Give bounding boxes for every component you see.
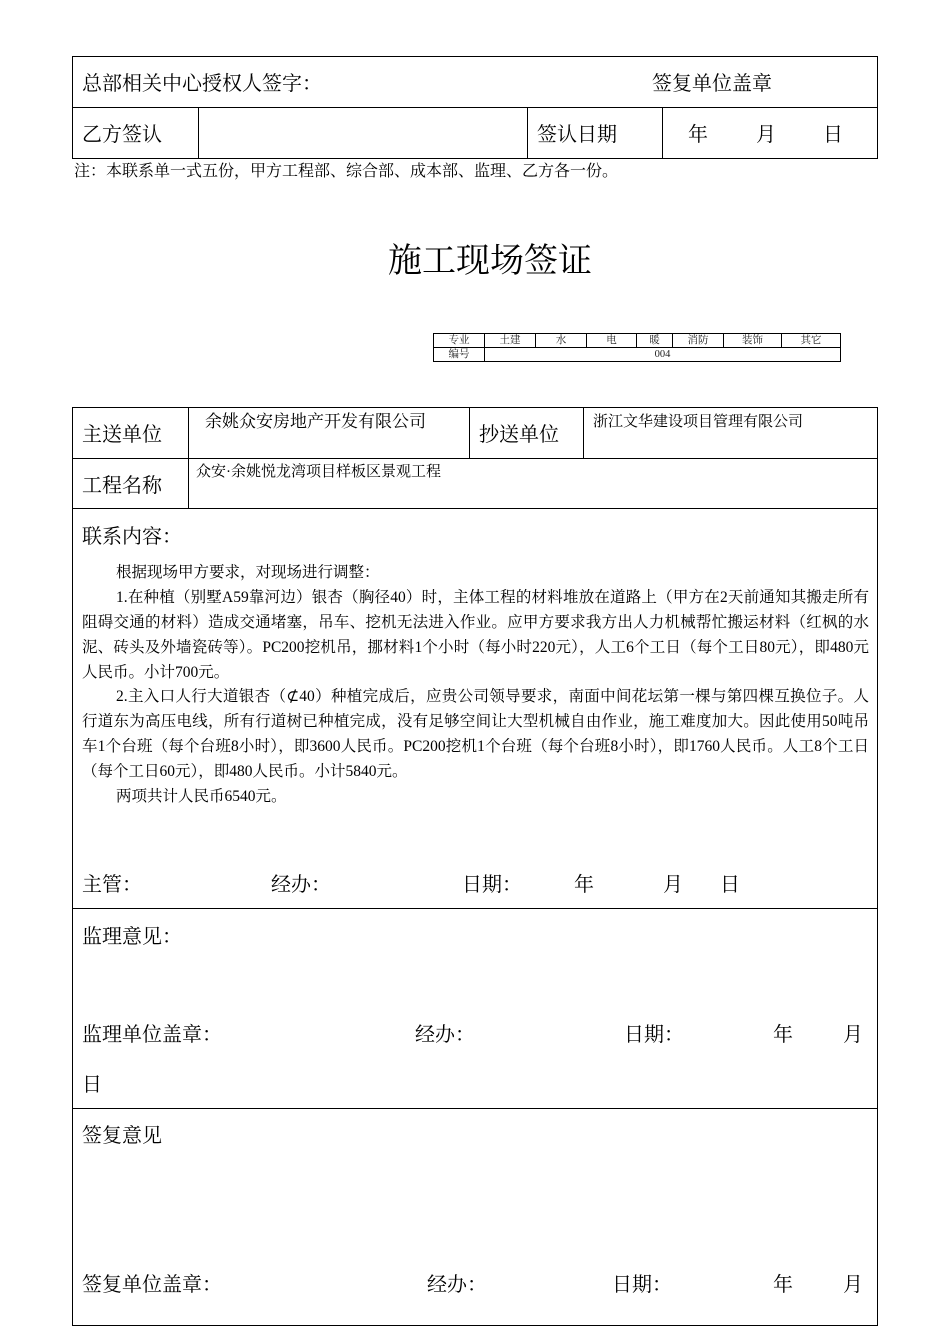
specialty-water: 水 — [536, 334, 587, 348]
supervision-handler-label: 经办： — [415, 1024, 475, 1046]
hq-signature-label: 总部相关中心授权人签字： — [82, 73, 322, 95]
contact-intro: 根据现场甲方要求，对现场进行调整： — [116, 564, 380, 581]
page-title: 施工现场签证 — [388, 241, 592, 281]
year-label: 年 — [688, 124, 708, 146]
supervision-date-year: 年 — [773, 1024, 793, 1046]
date-month: 月 — [663, 874, 683, 896]
handler-label: 经办： — [271, 874, 331, 896]
distribution-note: 注：本联系单一式五份，甲方工程部、综合部、成本部、监理、乙方各一份。 — [74, 163, 619, 180]
supervision-date-label: 日期： — [624, 1024, 684, 1046]
reply-date-year: 年 — [773, 1274, 793, 1296]
supervision-date-day: 日 — [82, 1074, 102, 1096]
send-unit-value: 余姚众安房地产开发有限公司 — [205, 412, 426, 431]
party-b-label: 乙方签认 — [82, 124, 162, 146]
reply-date-label: 日期： — [612, 1274, 672, 1296]
specialty-decoration: 装饰 — [724, 334, 782, 348]
reply-handler-label: 经办： — [427, 1274, 487, 1296]
reply-stamp-bottom-label: 签复单位盖章： — [82, 1274, 222, 1296]
number-label: 编号 — [434, 348, 485, 362]
reply-stamp-label: 签复单位盖章 — [652, 73, 772, 95]
date-year: 年 — [574, 874, 594, 896]
cc-unit-label: 抄送单位 — [479, 424, 559, 446]
cc-unit-value: 浙江文华建设项目管理有限公司 — [593, 414, 804, 430]
project-name-label: 工程名称 — [82, 475, 162, 497]
sign-date-label: 签认日期 — [537, 124, 617, 146]
number-value: 004 — [485, 348, 841, 362]
project-name-value: 众安·余姚悦龙湾项目样板区景观工程 — [196, 464, 441, 480]
supervision-opinion-label: 监理意见： — [82, 926, 182, 948]
contact-total: 两项共计人民币6540元。 — [116, 788, 287, 805]
reply-opinion-label: 签复意见 — [82, 1125, 162, 1147]
specialty-heating: 暖 — [637, 334, 673, 348]
supervisor-label: 主管： — [82, 874, 142, 896]
date-day: 日 — [720, 874, 740, 896]
contact-item-1: 1.在种植（别墅A59靠河边）银杏（胸径40）时，主体工程的材料堆放在道路上（甲方在2天前通知其搬走所有阻碍交通的材料）造成交通堵塞，吊车、挖机无法进入作业。应甲方要求我方出人力机械帮忙搬运材料（红枫的水泥、砖头及外墙瓷砖等）。PC200挖机吊，挪材料1个小时（每小时220元），人工6个工日（每个工日80元），即480元人民币。小计700元。 — [82, 589, 869, 681]
reply-date-month: 月 — [843, 1274, 863, 1296]
specialty-electric: 电 — [587, 334, 637, 348]
specialty-label: 专业 — [434, 334, 485, 348]
contact-content-label: 联系内容： — [82, 526, 182, 548]
day-label: 日 — [823, 124, 843, 146]
month-label: 月 — [756, 124, 776, 146]
supervision-stamp-label: 监理单位盖章： — [82, 1024, 222, 1046]
supervision-date-month: 月 — [843, 1024, 863, 1046]
send-unit-label: 主送单位 — [82, 424, 162, 446]
contact-item-2: 2.主入口人行大道银杏（⊄40）种植完成后，应贵公司领导要求，南面中间花坛第一棵与第四棵互换位子。人行道东为高压电线，所有行道树已种植完成，没有足够空间让大型机械自由作业，施工难度加大。因此使用50吨吊车1个台班（每个台班8小时），即3600人民币。PC200挖机1个台班（每个台班8小时），即1760人民币。人工8个工日（每个工日60元），即480人民币。小计5840元。 — [82, 688, 869, 780]
specialty-table — [433, 333, 841, 362]
specialty-other: 其它 — [782, 334, 841, 348]
date-label: 日期： — [462, 874, 522, 896]
specialty-fire: 消防 — [673, 334, 724, 348]
specialty-civil: 土建 — [485, 334, 536, 348]
